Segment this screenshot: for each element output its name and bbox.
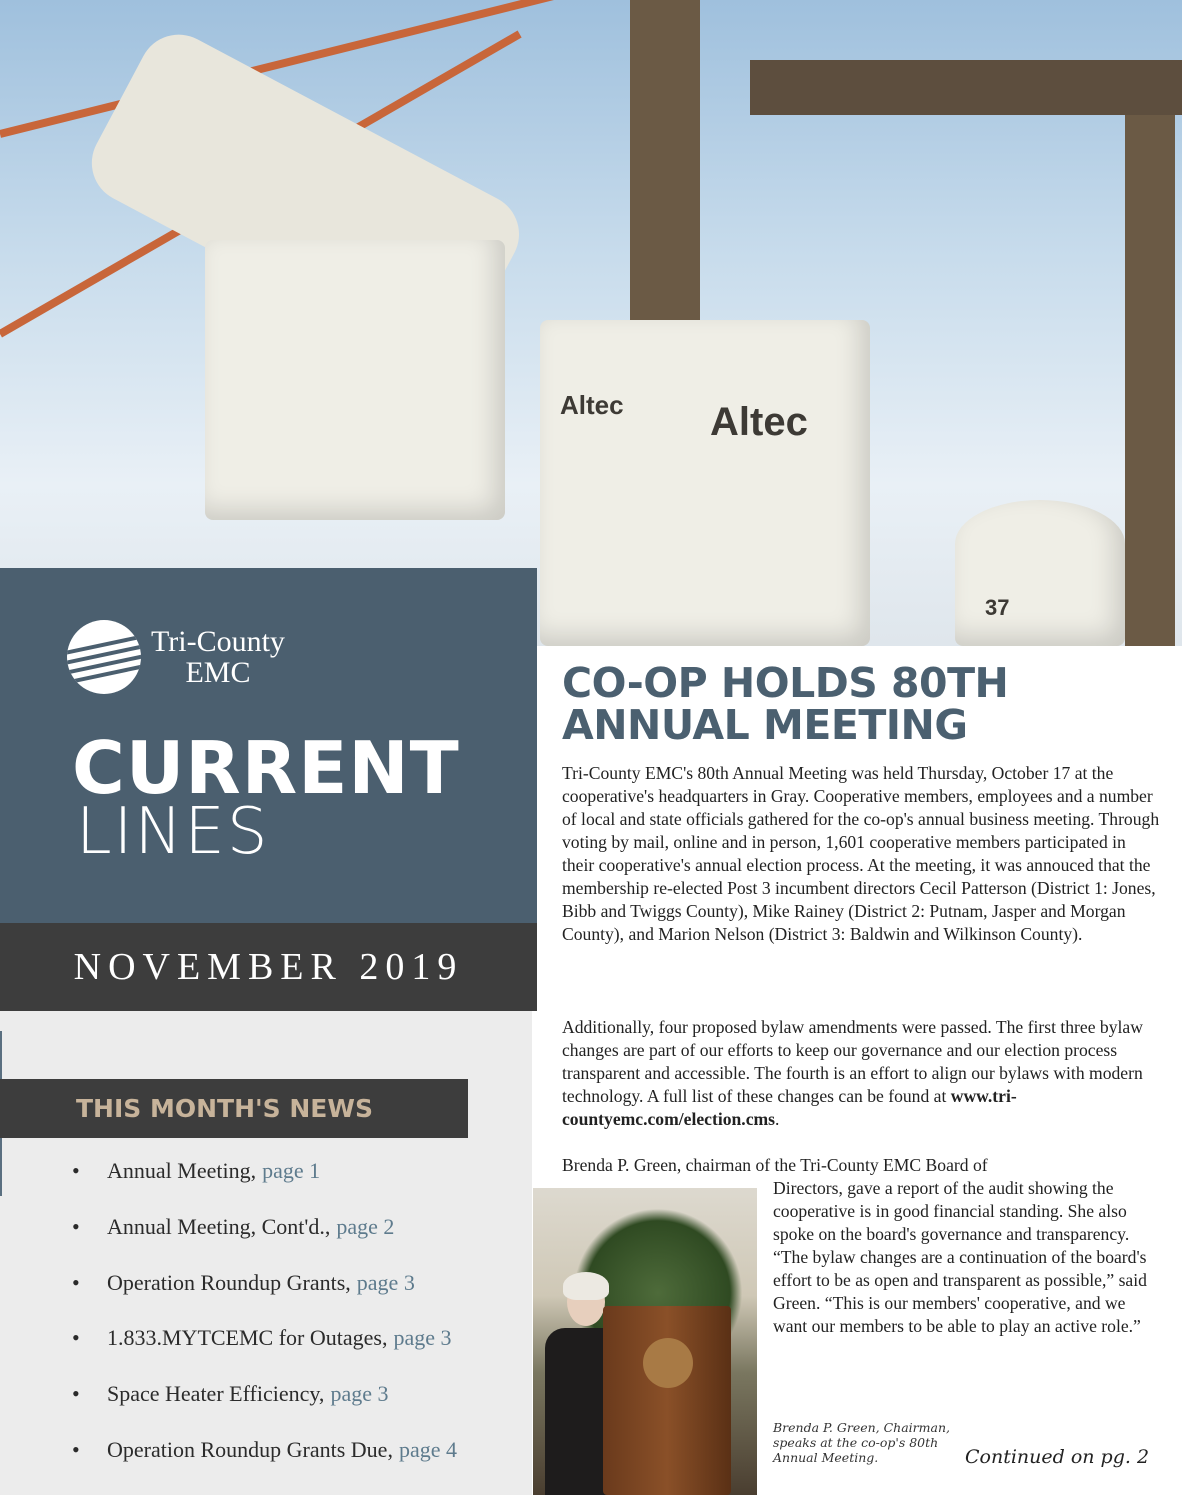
item-label: Space Heater Efficiency, <box>107 1381 325 1407</box>
article-paragraph-3-start: Brenda P. Green, chairman of the Tri-County EMC Board of <box>562 1155 988 1175</box>
page-link[interactable]: page 3 <box>330 1381 389 1407</box>
page-link[interactable]: page 1 <box>262 1158 321 1183</box>
list-item: • Operation Roundup Grants, page 3 <box>72 1260 457 1316</box>
page-link[interactable]: page 2 <box>336 1213 395 1239</box>
chairman-photo <box>533 1188 757 1495</box>
page-link[interactable]: page 3 <box>356 1269 415 1295</box>
page-link[interactable]: page 4 <box>398 1436 457 1462</box>
list-item: • Annual Meeting, page 1 <box>72 1148 457 1204</box>
list-item: • Operation Roundup Grants Due, page 4 <box>72 1427 457 1483</box>
page-link[interactable]: page 3 <box>393 1325 452 1351</box>
headline-line2: ANNUAL MEETING <box>562 701 968 749</box>
continued-link[interactable]: Continued on pg. 2 <box>965 1446 1150 1468</box>
list-item: • 1.833.MYTCEMC for Outages, page 3 <box>72 1315 457 1371</box>
cover-photo-lineworkers <box>0 0 1182 646</box>
paragraph-text: Additionally, four proposed bylaw amendments were passed. The first three bylaw changes are part of our efforts to keep our governance and our election process transparent and accessible. The fourth is an effort to align our bylaws with modern technology. A full list of these changes can be found at <box>562 1017 1143 1106</box>
logo-line1: Tri-County <box>151 625 285 658</box>
photo-caption: Brenda P. Green, Chairman, speaks at the co-op's 80th Annual Meeting. <box>773 1420 950 1465</box>
transformer <box>955 500 1125 646</box>
article-paragraph-3-rest: Directors, gave a report of the audit showing the cooperative is in good financial standing. She also spoke on the board's governance and transparency. “The bylaw changes are a continuation of the board's effort to be as open and transparent as possible,” said Green. “This is our members' cooperative, and we want our members to be able to play an active role.” <box>773 1178 1147 1336</box>
election-link[interactable]: www.tri-countyemc.com/election.cms <box>562 1086 1017 1129</box>
logo-mark-icon <box>67 620 141 694</box>
altec-logo: Altec <box>710 400 808 444</box>
transformer-number: 37 <box>985 595 1010 620</box>
list-item: • Annual Meeting, Cont'd., page 2 <box>72 1204 457 1260</box>
bucket-left <box>205 240 505 520</box>
utility-pole <box>1125 80 1175 646</box>
logo-line2: EMC <box>185 656 251 689</box>
headline-line1: CO-OP HOLDS 80TH <box>562 659 1009 707</box>
news-heading: THIS MONTH'S NEWS <box>0 1079 468 1138</box>
article-paragraph-1: Tri-County EMC's 80th Annual Meeting was held Thursday, October 17 at the cooperative's headquarters in Gray. Cooperative members, employees and a number of local and state officials gathered for the co-op's annual business meeting. Through voting by mail, online and in person, 1,601 cooperative members participated in their cooperative's annual election process. At the meeting, it was annouced that the membership re-elected Post 3 incumbent directors Cecil Patterson (District 1: Jones, Bibb and Twiggs County), Mike Rainey (District 2: Putnam, Jasper and Morgan County), and Marion Nelson (District 3: Baldwin and Wilkinson County). <box>562 763 1160 944</box>
news-list <box>72 1148 457 1483</box>
item-label: 1.833.MYTCEMC for Outages, <box>107 1325 388 1351</box>
item-label: Operation Roundup Grants Due, <box>107 1436 393 1462</box>
crossarm <box>750 60 1182 115</box>
paragraph-end: . <box>775 1109 780 1129</box>
newsletter-title-bold: CURRENT <box>72 726 460 810</box>
list-item: • Space Heater Efficiency, page 3 <box>72 1371 457 1427</box>
item-label: Operation Roundup Grants, <box>107 1269 351 1295</box>
item-label: Annual Meeting, Cont'd., <box>107 1213 331 1239</box>
altec-logo: Altec <box>560 390 624 420</box>
article-headline <box>562 659 1009 749</box>
issue-date: NOVEMBER 2019 <box>0 923 537 1011</box>
item-label: Annual Meeting, <box>107 1158 257 1183</box>
article-paragraph-2 <box>562 1016 1162 1131</box>
bucket-right <box>540 320 870 646</box>
tri-county-emc-logo <box>67 620 285 694</box>
newsletter-title-light: LINES <box>76 795 270 869</box>
